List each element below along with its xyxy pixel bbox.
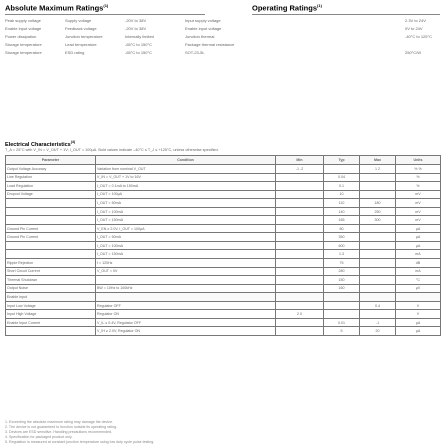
cell-min <box>276 182 324 191</box>
electrical-row <box>6 327 441 336</box>
cell-parameter <box>6 327 96 336</box>
cell-typ: 0.1 <box>324 182 360 191</box>
electrical-row <box>6 318 441 327</box>
cell-parameter: Thermal Shutdown <box>6 276 96 285</box>
cell-typ: 10 <box>324 190 360 199</box>
cell-parameter: Short Circuit Current <box>6 267 96 276</box>
cell-parameter: Ground Pin Current <box>6 233 96 242</box>
cell-units: % % <box>396 165 441 174</box>
cell-min <box>276 318 324 327</box>
abs-max-r1: Internally limited <box>125 34 154 39</box>
cell-parameter: Input High Voltage <box>6 310 96 319</box>
op-ratings-rule <box>252 14 440 15</box>
cell-condition: I_OUT = 100µA <box>96 190 276 199</box>
electrical-title-text: Electrical Characteristics <box>5 141 71 148</box>
electrical-header-row <box>6 156 441 165</box>
cell-condition: f = 120Hz <box>96 259 276 268</box>
electrical-row <box>6 207 441 216</box>
electrical-row <box>6 267 441 276</box>
cell-parameter: Dropout Voltage <box>6 190 96 199</box>
cell-max <box>360 241 396 250</box>
abs-max-l2: Feedback voltage <box>65 26 97 31</box>
cell-min: 2.0 <box>276 310 324 319</box>
abs-max-r1: -65°C to 150°C <box>125 42 152 47</box>
cell-condition: V_IH ≥ 2.0V, Regulator ON <box>96 327 276 336</box>
abs-max-r1: -20V to 38V <box>125 18 147 23</box>
cell-max <box>360 276 396 285</box>
electrical-row <box>6 293 441 302</box>
cell-condition <box>96 293 276 302</box>
cell-condition: V_IN = V_OUT + 1V to 16V <box>96 173 276 182</box>
abs-max-v: 2.3V to 24V <box>405 18 426 23</box>
abs-max-row <box>5 50 440 56</box>
cell-units: µA <box>396 318 441 327</box>
cell-min <box>276 284 324 293</box>
cell-max <box>360 284 396 293</box>
cell-parameter: Input Low Voltage <box>6 301 96 310</box>
cell-condition: I_OUT = 100mA <box>96 241 276 250</box>
cell-parameter <box>6 207 96 216</box>
col-header-parameter: Parameter <box>6 156 96 165</box>
abs-max-rule <box>5 14 205 15</box>
abs-max-l1: Storage temperature <box>5 50 42 55</box>
cell-max: 300 <box>360 216 396 225</box>
abs-max-v: 250°C/W <box>405 50 422 55</box>
cell-units: µV <box>396 284 441 293</box>
electrical-row <box>6 165 441 174</box>
cell-parameter: Ripple Rejection <box>6 259 96 268</box>
cell-parameter: Ground Pin Current <box>6 224 96 233</box>
electrical-row <box>6 241 441 250</box>
cell-units: % <box>396 182 441 191</box>
cell-max <box>360 182 396 191</box>
cell-max <box>360 267 396 276</box>
col-header-condition: Condition <box>96 156 276 165</box>
electrical-row <box>6 276 441 285</box>
cell-min <box>276 241 324 250</box>
cell-min <box>276 259 324 268</box>
cell-max <box>360 233 396 242</box>
cell-max <box>360 293 396 302</box>
footnote: 1. Exceeding the absolute maximum rating may damage the device. <box>5 420 114 424</box>
cell-max: 20 <box>360 327 396 336</box>
electrical-row <box>6 284 441 293</box>
cell-min <box>276 173 324 182</box>
cell-min <box>276 216 324 225</box>
cell-condition: I_OUT = 0.1mA to 150mA <box>96 182 276 191</box>
cell-max <box>360 190 396 199</box>
cell-typ <box>324 293 360 302</box>
cell-min <box>276 250 324 259</box>
cell-parameter <box>6 216 96 225</box>
cell-condition: Regulator OFF <box>96 301 276 310</box>
cell-units: V <box>396 310 441 319</box>
cell-max <box>360 259 396 268</box>
cell-typ: 5 <box>324 327 360 336</box>
footnote: 2. The device is not guaranteed to function outside its operating rating. <box>5 425 118 429</box>
abs-max-l1: Peak supply voltage <box>5 18 41 23</box>
cell-typ <box>324 301 360 310</box>
electrical-row <box>6 216 441 225</box>
cell-typ: 80 <box>324 224 360 233</box>
cell-parameter: Enable Input <box>6 293 96 302</box>
cell-typ: 1.3 <box>324 250 360 259</box>
col-header-max: Max <box>360 156 396 165</box>
electrical-row <box>6 310 441 319</box>
op-ratings-title <box>252 3 322 13</box>
electrical-row <box>6 224 441 233</box>
cell-parameter: Load Regulation <box>6 182 96 191</box>
cell-condition: Regulator ON <box>96 310 276 319</box>
col-header-min: Min <box>276 156 324 165</box>
electrical-subtitle: T_A = 25°C with V_IN = V_OUT + 1V; I_OUT = 100µA. Bold values indicate –40°C ≤ T_J ≤ +125°C, unless otherwise specified. <box>5 148 219 152</box>
cell-typ: 0.04 <box>324 173 360 182</box>
cell-typ: 600 <box>324 241 360 250</box>
cell-max: 180 <box>360 199 396 208</box>
op-ratings-title-text: Operating Ratings <box>252 3 318 13</box>
footnote: 5. Regulation is measured at constant junction temperature using low duty cycle pulse testing. <box>5 440 155 444</box>
cell-condition: V_OUT = 0V <box>96 267 276 276</box>
cell-units: µA <box>396 233 441 242</box>
abs-max-title-sup: (1) <box>103 3 109 8</box>
cell-parameter <box>6 250 96 259</box>
abs-max-block <box>5 18 440 68</box>
electrical-row <box>6 190 441 199</box>
cell-condition: I_OUT = 50mA <box>96 199 276 208</box>
abs-max-r2: Input supply voltage <box>185 18 221 23</box>
abs-max-row <box>5 26 440 32</box>
abs-max-row <box>5 18 440 24</box>
cell-min <box>276 190 324 199</box>
cell-min <box>276 301 324 310</box>
electrical-table-body <box>6 165 441 336</box>
cell-typ: 160 <box>324 284 360 293</box>
cell-parameter <box>6 241 96 250</box>
cell-condition: I_OUT = 150mA <box>96 250 276 259</box>
electrical-row <box>6 173 441 182</box>
cell-parameter <box>6 199 96 208</box>
cell-condition: I_OUT = 50mA <box>96 233 276 242</box>
col-header-typ: Typ <box>324 156 360 165</box>
cell-parameter: Enable Input Current <box>6 318 96 327</box>
cell-condition <box>96 276 276 285</box>
footnote: 4. Specification for packaged product only. <box>5 435 73 439</box>
abs-max-l2: Supply voltage <box>65 18 92 23</box>
electrical-row <box>6 301 441 310</box>
cell-typ: 350 <box>324 233 360 242</box>
cell-units: mV <box>396 207 441 216</box>
cell-units: mA <box>396 267 441 276</box>
cell-condition: V_EN ≥ 2.0V, I_OUT = 100µA <box>96 224 276 233</box>
cell-parameter: Output Noise <box>6 284 96 293</box>
cell-parameter: Line Regulation <box>6 173 96 182</box>
abs-max-v: 0V to 24V <box>405 26 423 31</box>
cell-units: µA <box>396 241 441 250</box>
electrical-title <box>5 140 75 148</box>
cell-units: mV <box>396 216 441 225</box>
cell-max: -1 <box>360 318 396 327</box>
cell-units: % <box>396 173 441 182</box>
cell-min <box>276 199 324 208</box>
abs-max-r2: Junction thermal <box>185 34 215 39</box>
cell-min <box>276 267 324 276</box>
abs-max-r1: -20V to 38V <box>125 26 147 31</box>
cell-max <box>360 310 396 319</box>
electrical-row <box>6 199 441 208</box>
abs-max-row <box>5 34 440 40</box>
cell-typ <box>324 310 360 319</box>
abs-max-v: -40°C to 125°C <box>405 34 432 39</box>
cell-units: µA <box>396 327 441 336</box>
cell-typ: 0.01 <box>324 318 360 327</box>
abs-max-row <box>5 42 440 48</box>
cell-condition: I_OUT = 150mA <box>96 216 276 225</box>
electrical-table <box>5 155 441 336</box>
cell-typ: 165 <box>324 216 360 225</box>
cell-units <box>396 293 441 302</box>
abs-max-l2: Junction temperature <box>65 34 103 39</box>
cell-max: 1 2 <box>360 165 396 174</box>
cell-units: mA <box>396 250 441 259</box>
cell-units: mV <box>396 190 441 199</box>
abs-max-l1: Storage temperature <box>5 42 42 47</box>
cell-max: 250 <box>360 207 396 216</box>
cell-condition: BW = 10Hz to 100kHz <box>96 284 276 293</box>
abs-max-l1: Enable input voltage <box>5 26 42 31</box>
cell-min <box>276 327 324 336</box>
cell-min <box>276 224 324 233</box>
cell-parameter: Output Voltage Accuracy <box>6 165 96 174</box>
cell-max <box>360 224 396 233</box>
abs-max-title <box>5 3 108 13</box>
cell-min <box>276 276 324 285</box>
electrical-row <box>6 233 441 242</box>
cell-min: -1 -2 <box>276 165 324 174</box>
cell-max <box>360 250 396 259</box>
cell-typ: 140 <box>324 207 360 216</box>
cell-units: °C <box>396 276 441 285</box>
cell-min <box>276 233 324 242</box>
cell-units: mV <box>396 199 441 208</box>
op-ratings-title-sup: (1) <box>317 3 322 8</box>
cell-condition: V_IL ≤ 0.4V, Regulator OFF <box>96 318 276 327</box>
electrical-row <box>6 182 441 191</box>
cell-units: dB <box>396 259 441 268</box>
cell-max: 0.4 <box>360 301 396 310</box>
abs-max-r2: Package thermal resistance <box>185 42 235 47</box>
cell-typ: 280 <box>324 267 360 276</box>
abs-max-title-text: Absolute Maximum Ratings <box>5 3 104 13</box>
cell-min <box>276 293 324 302</box>
cell-condition: Variation from nominal V_OUT <box>96 165 276 174</box>
cell-max <box>360 173 396 182</box>
cell-units: µA <box>396 224 441 233</box>
cell-typ <box>324 165 360 174</box>
electrical-row <box>6 259 441 268</box>
footnotes <box>5 420 385 445</box>
abs-max-l2: ESD rating <box>65 50 85 55</box>
abs-max-r2: SOT-23-5L <box>185 50 205 55</box>
electrical-row <box>6 250 441 259</box>
abs-max-l2: Lead temperature <box>65 42 97 47</box>
col-header-units: Units <box>396 156 441 165</box>
cell-condition: I_OUT = 100mA <box>96 207 276 216</box>
abs-max-r2: Enable input voltage <box>185 26 222 31</box>
cell-min <box>276 207 324 216</box>
abs-max-r1: -65°C to 150°C <box>125 50 152 55</box>
electrical-title-sup: (4) <box>70 140 76 144</box>
cell-typ: 75 <box>324 259 360 268</box>
footnote: 3. Devices are ESD sensitive. Handling precautions recommended. <box>5 430 113 434</box>
cell-typ: 110 <box>324 199 360 208</box>
cell-units: V <box>396 301 441 310</box>
cell-typ: 150 <box>324 276 360 285</box>
abs-max-l1: Power dissipation <box>5 34 37 39</box>
